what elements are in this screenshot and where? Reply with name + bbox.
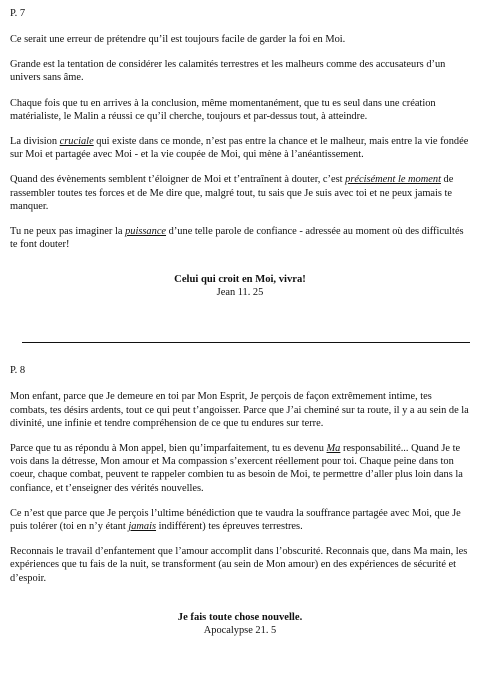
paragraph-text: Reconnais le travail d’enfantement que l’amour accomplit dans l’obscurité. Reconnais que, dans Ma main, les expériences que tu fais de la nuit, se transforment (au sein de Mon amour) en des expériences de sécurité et d’espoir. xyxy=(10,546,468,584)
paragraph-text: responsabilité... Quand Je te vois dans la détresse, Mon amour et Ma compassion s’exercent réellement pour toi. Chaque peine dans ton coeur, chaque combat, peuvent te rappeler combien tu as besoin de Moi, te permettre d’aller plus loin dans la confiance, et t’enseigner des vérités nouvelles. xyxy=(10,443,463,494)
paragraph-text: Ce serait une erreur de prétendre qu’il est toujours facile de garder la foi en Moi. xyxy=(10,34,346,45)
emphasized-word: cruciale xyxy=(59,136,94,148)
paragraph xyxy=(10,442,470,495)
paragraph-text: Mon enfant, parce que Je demeure en toi par Mon Esprit, Je perçois de façon extrêmement intime, tes combats, tes désirs ardents, tout ce qui peut t’angoisser. Parce que J’ai cheminé sur ta route, il y a au sein de la divinité, une infinie et tendre compréhension de ce que tu endures sur terre. xyxy=(10,391,469,429)
quote-reference: Jean 11. 25 xyxy=(216,287,264,299)
paragraph xyxy=(10,225,470,251)
paragraph-text: d’une telle parole de confiance - adressée au moment où des difficultés te font douter! xyxy=(10,226,464,251)
quote-text: Celui qui croit en Moi, vivra! xyxy=(174,274,306,286)
section-divider xyxy=(22,342,470,343)
paragraph-text: de rassembler toutes tes forces et de Me dire que, malgré tout, tu sais que Je suis avec toi et ne peux jamais te manquer. xyxy=(10,174,454,212)
emphasized-word: Ma xyxy=(326,443,341,455)
quote-text: Je fais toute chose nouvelle. xyxy=(177,611,303,623)
paragraph xyxy=(10,135,470,161)
paragraph-text: La division xyxy=(10,136,60,148)
paragraph-text: Quand des évènements semblent t’éloigner de Moi et t’entraînent à douter, c’est xyxy=(10,174,346,186)
section-label-p8: P. 8 xyxy=(10,365,26,377)
paragraph xyxy=(10,390,470,430)
section-label-p7: P. 7 xyxy=(10,8,26,19)
section-p7-body xyxy=(10,33,470,299)
paragraph-text: indifférent) tes épreuves terrestres. xyxy=(156,521,303,533)
paragraph-text: Chaque fois que tu en arrives à la conclusion, même momentanément, que tu es seul dans une création matérialiste, le Malin a réussi ce qu’il cherche, toujours et par-dessus tout, à atteindre. xyxy=(10,97,436,122)
quote-reference: Apocalypse 21. 5 xyxy=(203,624,277,636)
paragraph xyxy=(10,33,470,46)
paragraph xyxy=(10,58,470,84)
paragraph xyxy=(10,173,470,213)
paragraph-text: Parce que tu as répondu à Mon appel, bien qu’imparfaitement, tu es devenu xyxy=(10,443,327,455)
emphasized-word: puissance xyxy=(125,226,167,238)
scripture-quote xyxy=(10,611,470,637)
paragraph-text: Tu ne peux pas imaginer la xyxy=(10,226,126,238)
paragraph-text: qui existe dans ce monde, n’est pas entre la chance et le malheur, mais entre la vie fondée sur Moi et partagée avec Moi - et la vie coupée de Moi, qui mène à l’anéantissement. xyxy=(10,136,469,161)
paragraph xyxy=(10,507,470,533)
scripture-quote xyxy=(10,273,470,299)
section-p8-body xyxy=(10,390,470,636)
paragraph xyxy=(10,545,470,585)
paragraph xyxy=(10,97,470,123)
emphasized-word: précisément le moment xyxy=(345,174,441,186)
paragraph-text: Grande est la tentation de considérer les calamités terrestres et les malheurs comme des accusateurs d’un univers sans âme. xyxy=(10,59,446,84)
paragraph-text: Ce n’est que parce que Je perçois l’ultime bénédiction que te vaudra la souffrance partagée avec Moi, que Je puis tolérer (toi en n’y étant xyxy=(10,507,461,533)
emphasized-word: jamais xyxy=(128,521,157,533)
